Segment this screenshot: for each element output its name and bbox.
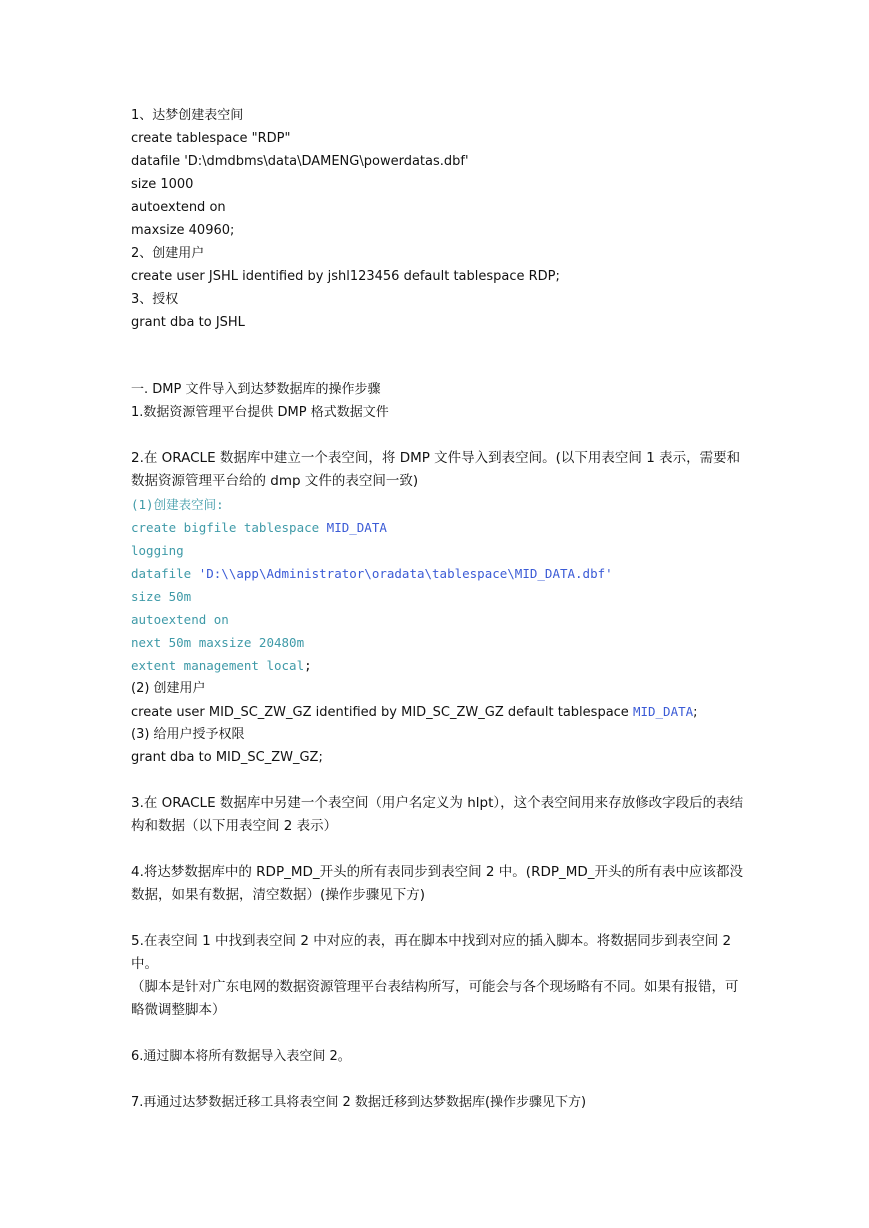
code-line bbox=[131, 654, 751, 677]
sql-line: size 1000 bbox=[131, 177, 194, 192]
substep-heading: (3) 给用户授予权限 bbox=[131, 727, 245, 742]
code-line bbox=[131, 516, 751, 539]
code-identifier: MID_DATA bbox=[632, 704, 694, 719]
code-comment: (1)创建表空间: bbox=[131, 497, 224, 512]
code-line: logging bbox=[131, 543, 184, 558]
code-line: next 50m maxsize 20480m bbox=[131, 635, 305, 650]
step-5: 5.在表空间 1 中找到表空间 2 中对应的表，再在脚本中找到对应的插入脚本。将数据同步到表空间 2 中。 bbox=[131, 933, 732, 972]
substep-heading: (2) 创建用户 bbox=[131, 681, 206, 696]
sql-line bbox=[131, 700, 751, 723]
code-string: 'D:\\app\Administrator\oradata\tablespace\MID_DATA.dbf' bbox=[198, 566, 613, 581]
sql-line: grant dba to JSHL bbox=[131, 315, 245, 330]
section-heading: 1、达梦创建表空间 bbox=[131, 108, 244, 123]
sql-line: datafile 'D:\dmdbms\data\DAMENG\powerdatas.dbf' bbox=[131, 154, 469, 169]
sql-line: create tablespace "RDP" bbox=[131, 131, 291, 146]
section-heading: 3、授权 bbox=[131, 292, 179, 307]
sql-line: create user JSHL identified by jshl123456 default tablespace RDP; bbox=[131, 269, 560, 284]
sql-line: maxsize 40960; bbox=[131, 223, 235, 238]
sql-text: create user MID_SC_ZW_GZ identified by MID_SC_ZW_GZ default tablespace bbox=[131, 705, 633, 720]
step-3: 3.在 ORACLE 数据库中另建一个表空间（用户名定义为 hlpt），这个表空间用来存放修改字段后的表结构和数据（以下用表空间 2 表示） bbox=[131, 795, 744, 834]
code-line: size 50m bbox=[131, 589, 192, 604]
document-body bbox=[131, 104, 751, 1114]
sql-semicolon: ; bbox=[693, 705, 698, 720]
code-semicolon: ; bbox=[304, 658, 312, 673]
section-heading: 2、创建用户 bbox=[131, 246, 205, 261]
step-5-note: （脚本是针对广东电网的数据资源管理平台表结构所写，可能会与各个现场略有不同。如果有报错，可略微调整脚本） bbox=[131, 979, 739, 1018]
step-4: 4.将达梦数据库中的 RDP_MD_开头的所有表同步到表空间 2 中。(RDP_MD_开头的所有表中应该都没数据，如果有数据，清空数据）(操作步骤见下方) bbox=[131, 864, 744, 903]
code-line: autoextend on bbox=[131, 612, 229, 627]
step-7: 7.再通过达梦数据迁移工具将表空间 2 数据迁移到达梦数据库(操作步骤见下方) bbox=[131, 1095, 587, 1110]
sql-line: grant dba to MID_SC_ZW_GZ; bbox=[131, 750, 323, 765]
code-text: extent management local bbox=[131, 658, 305, 673]
code-identifier: MID_DATA bbox=[326, 520, 387, 535]
code-line bbox=[131, 562, 751, 585]
code-text: create bigfile tablespace bbox=[131, 520, 327, 535]
sql-line: autoextend on bbox=[131, 200, 226, 215]
doc-title: 一. DMP 文件导入到达梦数据库的操作步骤 bbox=[131, 382, 381, 397]
step-1: 1.数据资源管理平台提供 DMP 格式数据文件 bbox=[131, 405, 389, 420]
step-6: 6.通过脚本将所有数据导入表空间 2。 bbox=[131, 1049, 351, 1064]
step-2: 2.在 ORACLE 数据库中建立一个表空间，将 DMP 文件导入到表空间。(以下用表空间 1 表示，需要和数据资源管理平台给的 dmp 文件的表空间一致) bbox=[131, 450, 741, 489]
code-text: datafile bbox=[131, 566, 199, 581]
